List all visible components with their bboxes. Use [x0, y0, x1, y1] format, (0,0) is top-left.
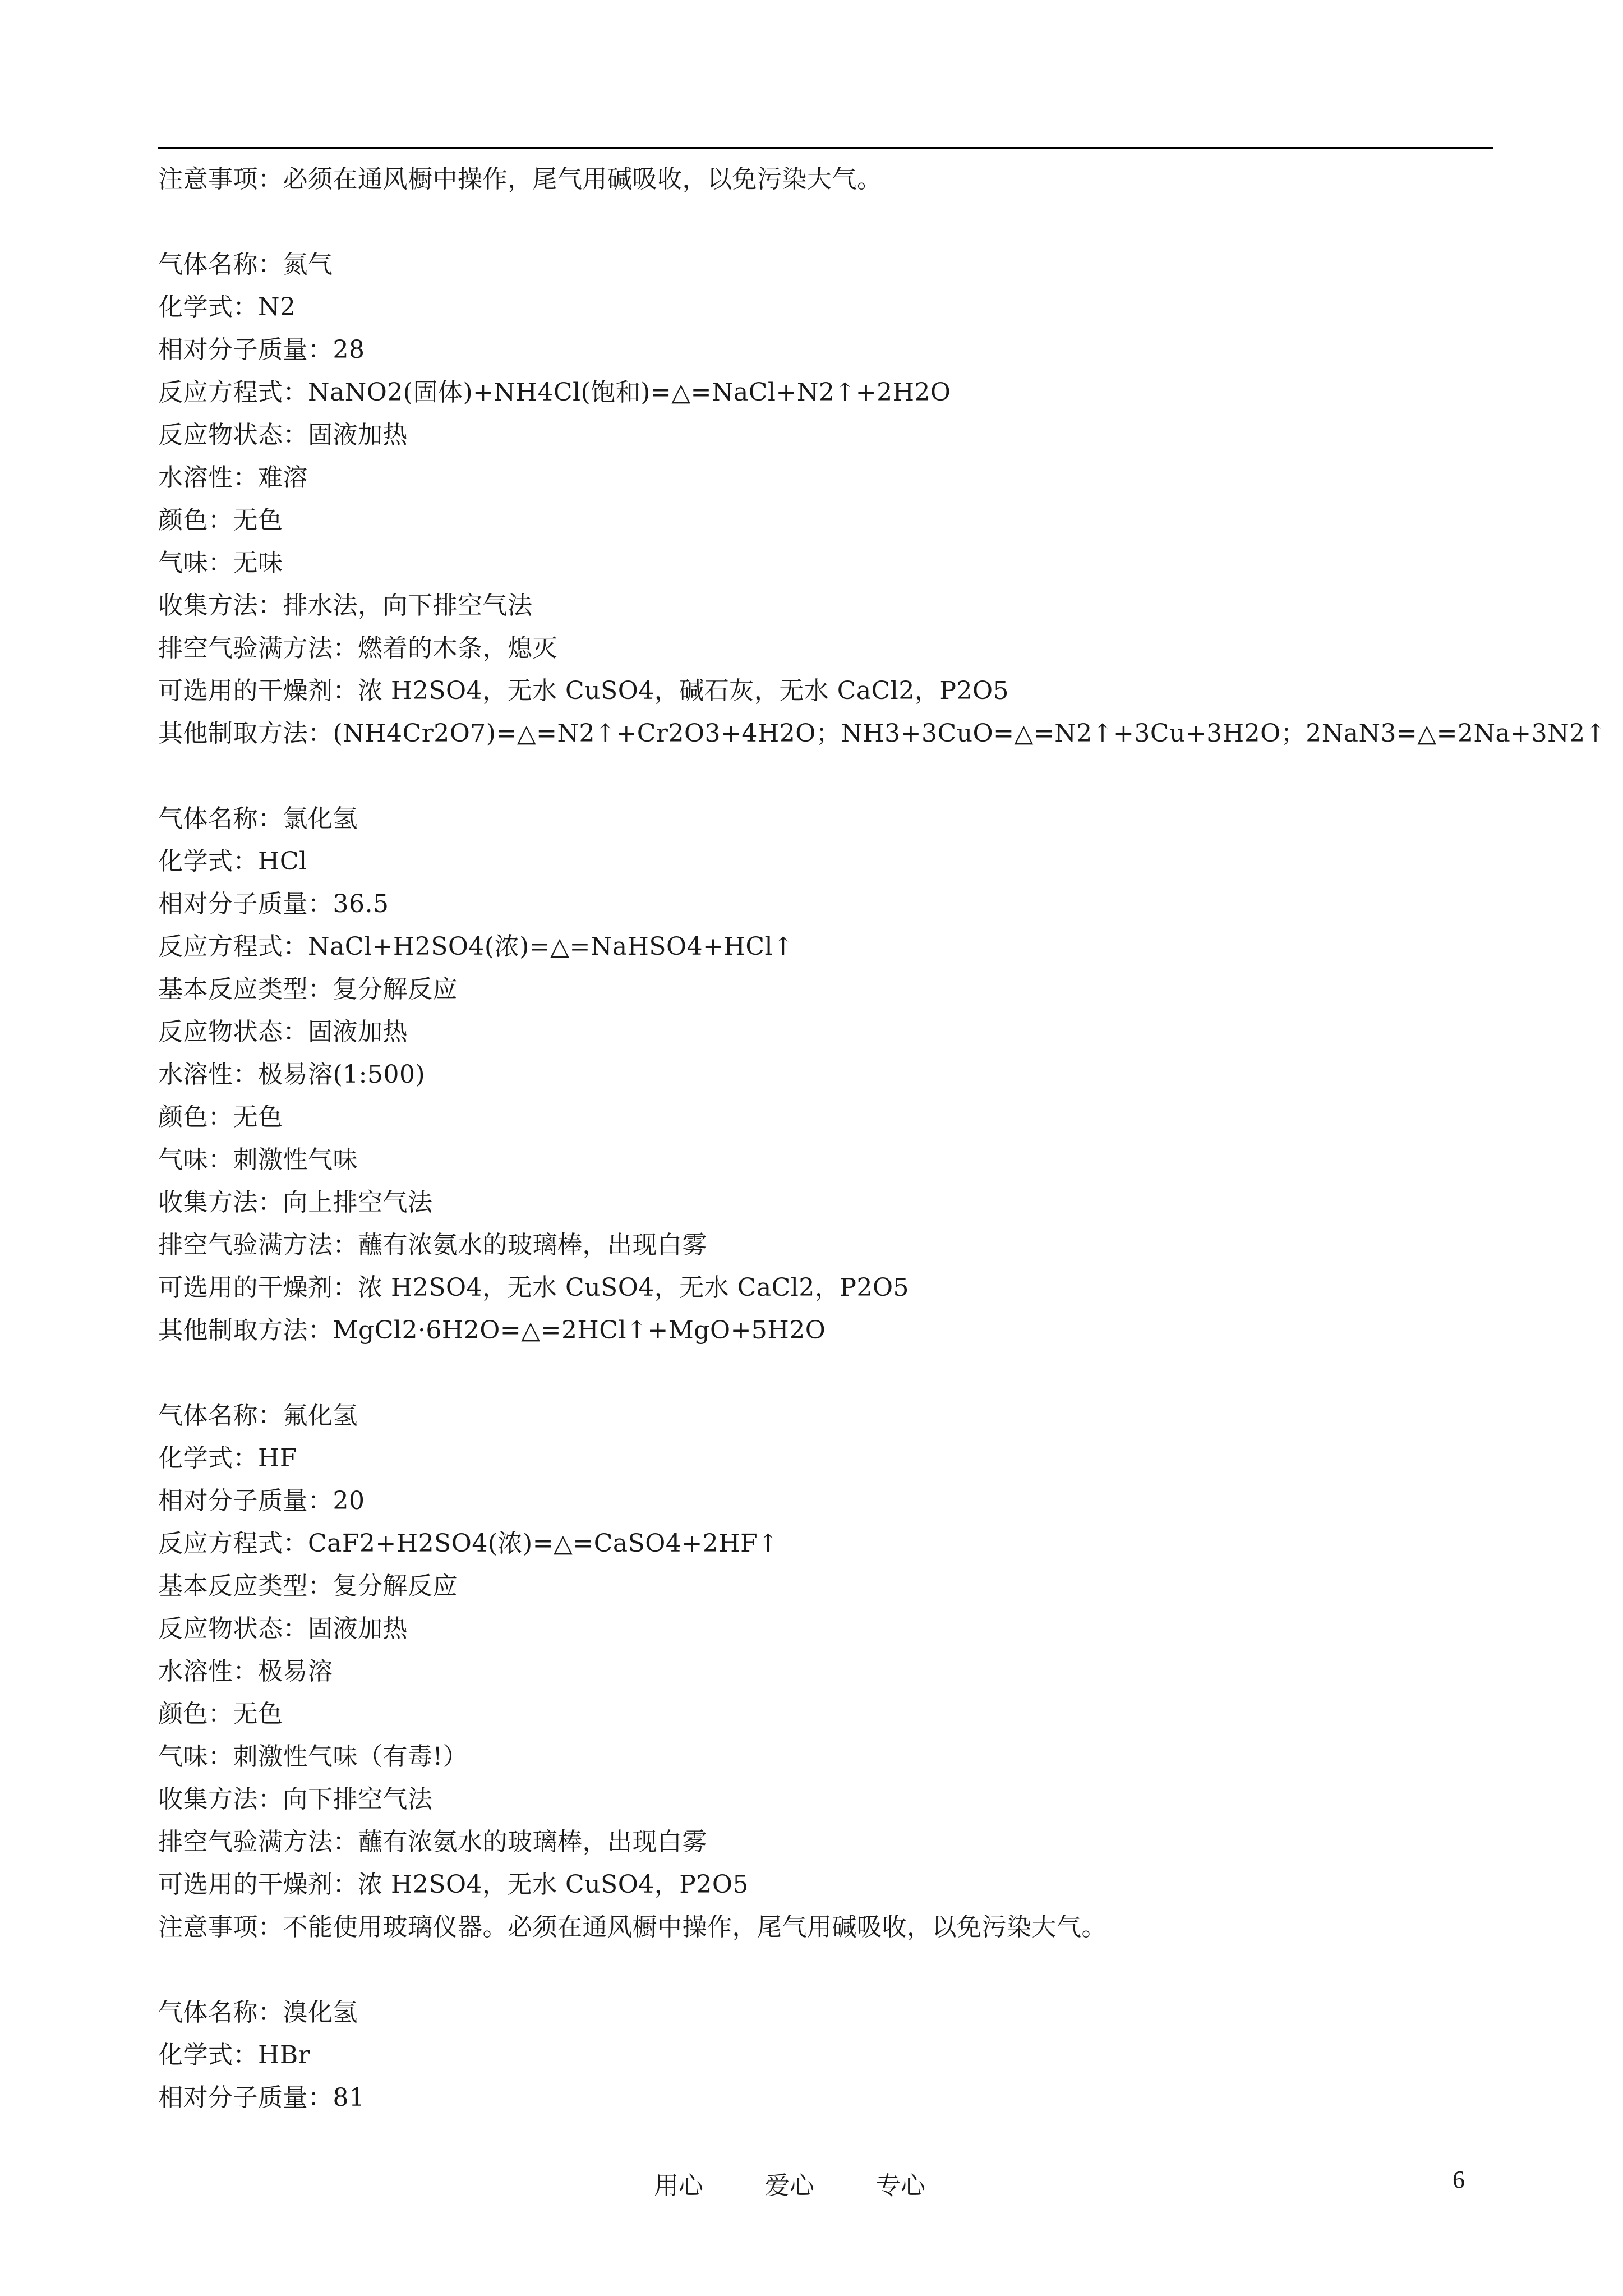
- property-line: 相对分子质量：36.5: [158, 890, 389, 918]
- property-line: 气味：无味: [158, 549, 283, 577]
- property-line: 气体名称：氮气: [158, 250, 333, 279]
- gas-section: [158, 243, 1606, 755]
- property-line: 可选用的干燥剂：浓 H2SO4，无水 CuSO4，无水 CaCl2，P2O5: [158, 1273, 910, 1302]
- property-line: 排空气验满方法：燃着的木条，熄灭: [158, 634, 557, 662]
- property-line: 气体名称：氯化氢: [158, 804, 358, 833]
- section-gap: [158, 1949, 1493, 1991]
- property-line: 注意事项：不能使用玻璃仪器。必须在通风橱中操作，尾气用碱吸收，以免污染大气。: [158, 1913, 1106, 1941]
- property-line: 颜色：无色: [158, 1103, 283, 1131]
- property-line: 基本反应类型：复分解反应: [158, 975, 458, 1004]
- property-line: 化学式：HCl: [158, 847, 307, 876]
- property-line: 排空气验满方法：蘸有浓氨水的玻璃棒，出现白雾: [158, 1828, 707, 1856]
- gas-section: [158, 798, 1493, 1352]
- property-line: 气体名称：氟化氢: [158, 1401, 358, 1430]
- section-gap: [158, 1352, 1493, 1395]
- page-number: 6: [1453, 2166, 1465, 2193]
- property-line: 气味：刺激性气味（有毒!）: [158, 1742, 468, 1771]
- property-line: 水溶性：难溶: [158, 463, 308, 492]
- header-rule: [158, 147, 1493, 149]
- property-line: 相对分子质量：81: [158, 2083, 365, 2112]
- gas-section: [158, 1991, 1493, 2119]
- property-line: 反应方程式：NaNO2(固体)+NH4Cl(饱和)=△=NaCl+N2↑+2H2O: [158, 378, 951, 407]
- property-line: 收集方法：排水法，向下排空气法: [158, 591, 533, 620]
- property-line: 反应物状态：固液加热: [158, 1018, 408, 1046]
- property-line: 相对分子质量：20: [158, 1487, 365, 1515]
- property-line: 收集方法：向下排空气法: [158, 1785, 433, 1814]
- footer-motto: [654, 2165, 925, 2201]
- property-line: 化学式：HF: [158, 1444, 297, 1473]
- section-gap: [158, 201, 1493, 243]
- property-line: 相对分子质量：28: [158, 335, 365, 364]
- property-line: 反应方程式：CaF2+H2SO4(浓)=△=CaSO4+2HF↑: [158, 1529, 779, 1558]
- property-line: 颜色：无色: [158, 506, 283, 535]
- property-line: 其他制取方法：(NH4Cr2O7)=△=N2↑+Cr2O3+4H2O；NH3+3CuO=△=N2↑+3Cu+3H2O；2NaN3=△=2Na+3N2↑: [158, 719, 1606, 748]
- footer-motto-3: 专心: [876, 2171, 925, 2200]
- property-line: 反应物状态：固液加热: [158, 421, 408, 449]
- property-line: 收集方法：向上排空气法: [158, 1188, 433, 1217]
- section-gap: [158, 755, 1493, 798]
- property-line: 气味：刺激性气味: [158, 1145, 358, 1174]
- intro-note: 注意事项：必须在通风橱中操作，尾气用碱吸收，以免污染大气。: [158, 165, 882, 194]
- property-line: 其他制取方法：MgCl2·6H2O=△=2HCl↑+MgO+5H2O: [158, 1316, 826, 1345]
- property-line: 反应物状态：固液加热: [158, 1614, 408, 1643]
- property-line: 反应方程式：NaCl+H2SO4(浓)=△=NaHSO4+HCl↑: [158, 932, 794, 961]
- property-line: 气体名称：溴化氢: [158, 1998, 358, 2027]
- footer-motto-2: 爱心: [765, 2171, 814, 2200]
- page-footer: [0, 2165, 1623, 2210]
- property-line: 水溶性：极易溶: [158, 1657, 333, 1686]
- footer-motto-1: 用心: [654, 2171, 703, 2200]
- property-line: 化学式：N2: [158, 293, 296, 321]
- property-line: 可选用的干燥剂：浓 H2SO4，无水 CuSO4，P2O5: [158, 1870, 749, 1899]
- property-line: 基本反应类型：复分解反应: [158, 1572, 458, 1600]
- gas-section: [158, 1395, 1493, 1949]
- document-body: [158, 158, 1606, 2119]
- property-line: 水溶性：极易溶(1:500): [158, 1060, 426, 1089]
- property-line: 排空气验满方法：蘸有浓氨水的玻璃棒，出现白雾: [158, 1231, 707, 1259]
- property-line: 颜色：无色: [158, 1700, 283, 1728]
- gas-sections: [158, 243, 1606, 2119]
- property-line: 化学式：HBr: [158, 2041, 311, 2069]
- property-line: 可选用的干燥剂：浓 H2SO4，无水 CuSO4，碱石灰，无水 CaCl2，P2O5: [158, 677, 1009, 705]
